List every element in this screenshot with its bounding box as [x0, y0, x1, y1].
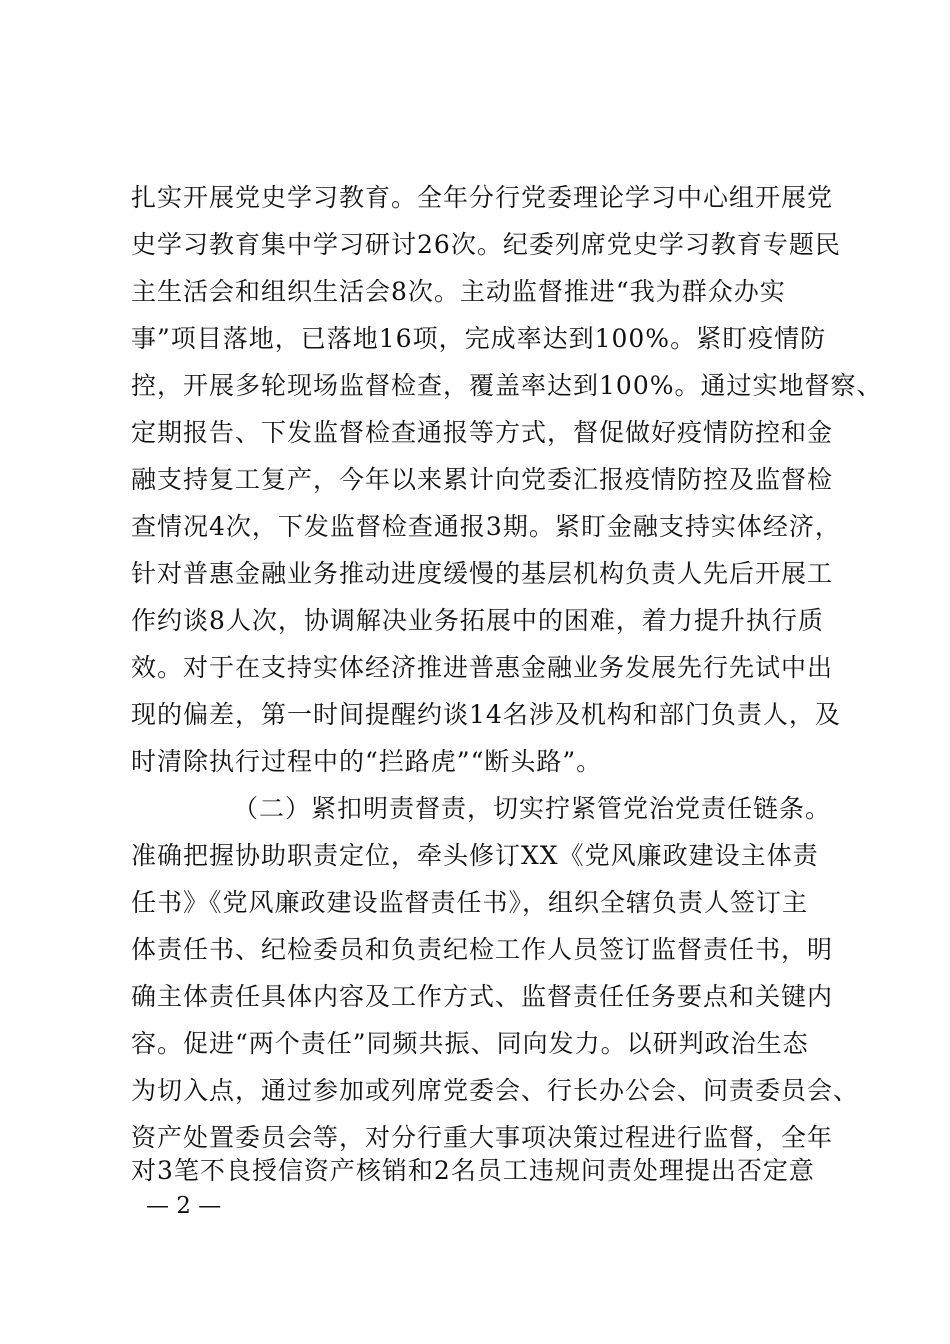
page-number: — 2 — — [146, 1193, 222, 1219]
body-line: 查情况4次，下发监督检查通报3期。紧盯金融支持实体经济， — [131, 512, 841, 541]
body-line: 主生活会和组织生活会8次。主动监督推进“我为群众办实 — [131, 277, 786, 306]
body-line: 现的偏差，第一时间提醒约谈14名涉及机构和部门负责人，及 — [131, 700, 841, 729]
body-line: 控，开展多轮现场监督检查，覆盖率达到100%。通过实地督察、 — [131, 371, 883, 400]
body-line: 时清除执行过程中的“拦路虎”“断头路”。 — [131, 747, 603, 776]
section-heading: （二）紧扣明责督责，切实拧紧管党治党责任链条。 — [233, 794, 832, 823]
body-line: 事”项目落地，已落地16项，完成率达到100%。紧盯疫情防 — [131, 324, 827, 353]
body-line: 定期报告、下发监督检查通报等方式，督促做好疫情防控和金 — [131, 418, 834, 447]
body-line: 融支持复工复产，今年以来累计向党委汇报疫情防控及监督检 — [131, 465, 834, 494]
body-line: 为切入点，通过参加或列席党委会、行长办公会、问责委员会、 — [131, 1076, 860, 1105]
body-line: 确主体责任具体内容及工作方式、监督责任任务要点和关键内 — [131, 982, 834, 1011]
body-line: 容。促进“两个责任”同频共振、同向发力。以研判政治生态 — [131, 1029, 809, 1058]
body-line: 针对普惠金融业务推动进度缓慢的基层机构负责人先后开展工 — [131, 559, 834, 588]
body-line: 体责任书、纪检委员和负责纪检工作人员签订监督责任书，明 — [131, 935, 834, 964]
body-line: 扎实开展党史学习教育。全年分行党委理论学习中心组开展党 — [131, 183, 834, 212]
body-line: 准确把握协助职责定位，牵头修订XX《党风廉政建设主体责 — [131, 841, 819, 870]
body-line: 效。对于在支持实体经济推进普惠金融业务发展先行先试中出 — [131, 653, 834, 682]
body-line: 资产处置委员会等，对分行重大事项决策过程进行监督，全年 — [131, 1123, 834, 1152]
body-line: 史学习教育集中学习研讨26次。纪委列席党史学习教育专题民 — [131, 230, 841, 259]
body-line: 任书》《党风廉政建设监督责任书》，组织全辖负责人签订主 — [131, 888, 809, 917]
body-line: 作约谈8人次，协调解决业务拓展中的困难，着力提升执行质 — [131, 606, 824, 635]
body-line: 对3笔不良授信资产核销和2名员工违规问责处理提出否定意 — [131, 1156, 815, 1185]
